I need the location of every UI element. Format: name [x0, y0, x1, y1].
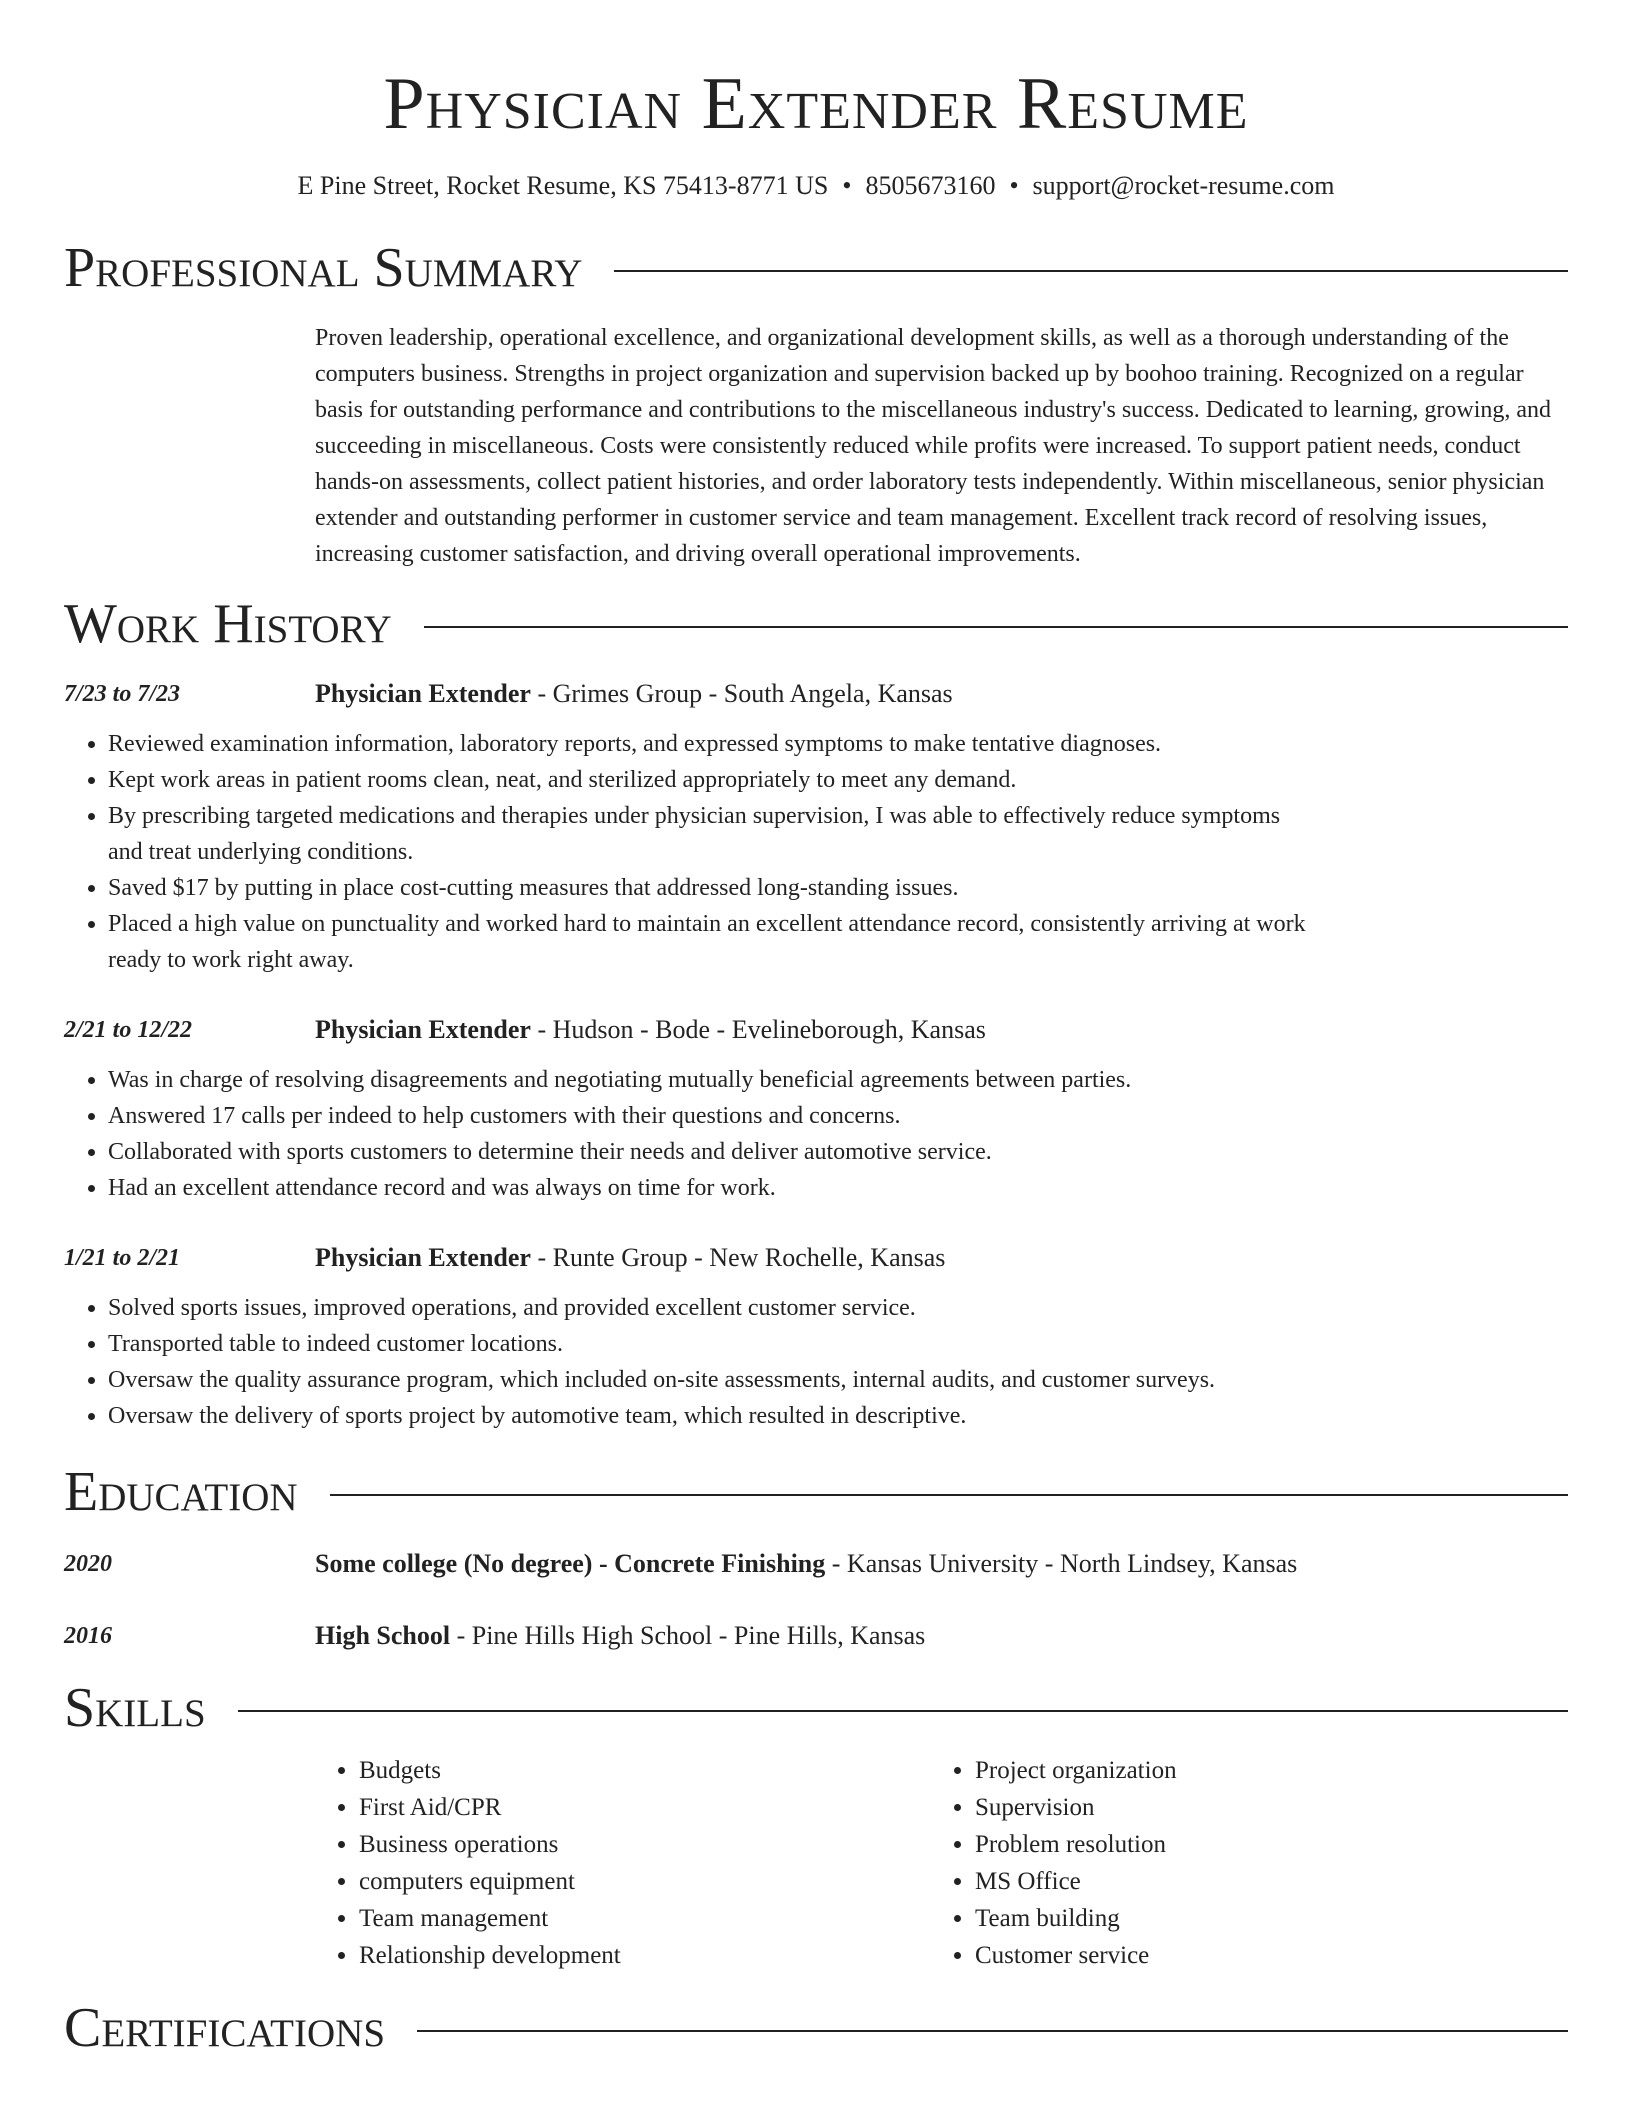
job-header [64, 1012, 1568, 1048]
job-bullets [64, 726, 1318, 978]
job-details: - Grimes Group - South Angela, Kansas [530, 679, 953, 708]
education-degree: Some college (No degree) - Concrete Finishing [315, 1549, 826, 1578]
skill-item: • Team building [975, 1900, 1547, 1937]
skill-item: • Team management [359, 1900, 931, 1937]
job-title: Physician Extender [315, 1243, 531, 1272]
education-year: 2020 [64, 1551, 112, 1577]
skill-item: • Project organization [975, 1752, 1547, 1789]
skill-item: • Business operations [359, 1826, 931, 1863]
skills-list-right [931, 1752, 1547, 1974]
skill-item: • MS Office [975, 1863, 1547, 1900]
education-year: 2016 [64, 1623, 112, 1649]
list-item: • Answered 17 calls per indeed to help customers with their questions and concerns. [108, 1098, 1318, 1134]
list-item: • Had an excellent attendance record and was always on time for work. [108, 1170, 1318, 1206]
section-title: Professional Summary [64, 237, 583, 299]
list-item: • Placed a high value on punctuality and worked hard to maintain an excellent attendance record, consistently arriving at work ready to work right away. [108, 906, 1318, 978]
resume-page [64, 0, 1568, 2060]
job-title-line [315, 1240, 945, 1276]
education-line [315, 1546, 1297, 1582]
phone: 8505673160 [865, 171, 996, 200]
section-rule [417, 2030, 1568, 2032]
list-item: • Was in charge of resolving disagreements and negotiating mutually beneficial agreements between parties. [108, 1062, 1318, 1098]
job-title-line [315, 676, 953, 712]
resume-title: Physician Extender Resume [383, 63, 1249, 145]
job-dates: 2/21 to 12/22 [64, 1017, 193, 1043]
skill-item: • Budgets [359, 1752, 931, 1789]
education-details: - Pine Hills High School - Pine Hills, Kansas [450, 1621, 926, 1650]
skill-item: • First Aid/CPR [359, 1789, 931, 1826]
section-rule [330, 1494, 1568, 1496]
section-header-certifications [64, 1996, 1568, 2060]
skill-item: • Problem resolution [975, 1826, 1547, 1863]
list-item: • Solved sports issues, improved operations, and provided excellent customer service. [108, 1290, 1318, 1326]
contact-line [64, 170, 1568, 202]
job-dates: 7/23 to 7/23 [64, 681, 181, 707]
section-header-summary [64, 236, 1568, 300]
education-degree: High School [315, 1621, 451, 1650]
list-item: • Transported table to indeed customer locations. [108, 1326, 1318, 1362]
job-details: - Runte Group - New Rochelle, Kansas [530, 1243, 946, 1272]
job-entry [64, 1240, 1568, 1434]
job-title-line [315, 1012, 986, 1048]
skill-item: • computers equipment [359, 1863, 931, 1900]
job-entry [64, 676, 1568, 978]
list-item: • Oversaw the quality assurance program, which included on-site assessments, internal audits, and customer surveys. [108, 1362, 1318, 1398]
email: support@rocket-resume.com [1032, 171, 1335, 200]
list-item: • By prescribing targeted medications and therapies under physician supervision, I was able to effectively reduce symptoms and treat underlying conditions. [108, 798, 1318, 870]
job-bullets [64, 1062, 1318, 1206]
section-rule [614, 270, 1568, 272]
address: E Pine Street, Rocket Resume, KS 75413-8771 US [297, 171, 829, 200]
section-header-work-history [64, 592, 1568, 656]
education-entry [64, 1546, 1568, 1582]
section-title: Skills [64, 1677, 206, 1739]
job-bullets [64, 1290, 1318, 1434]
job-header [64, 1240, 1568, 1276]
list-item: • Reviewed examination information, laboratory reports, and expressed symptoms to make tentative diagnoses. [108, 726, 1318, 762]
education-entry [64, 1618, 1568, 1654]
skill-item: • Relationship development [359, 1937, 931, 1974]
section-title: Education [64, 1461, 298, 1523]
separator-dot: • [842, 171, 852, 200]
skill-item: • Supervision [975, 1789, 1547, 1826]
job-details: - Hudson - Bode - Evelineborough, Kansas [530, 1015, 986, 1044]
list-item: • Saved $17 by putting in place cost-cutting measures that addressed long-standing issues. [108, 870, 1318, 906]
section-title: Certifications [64, 1997, 386, 2059]
skills-grid [315, 1752, 1568, 1974]
job-title: Physician Extender [315, 679, 531, 708]
education-details: - Kansas University - North Lindsey, Kansas [825, 1549, 1298, 1578]
job-entry [64, 1012, 1568, 1206]
summary-text: Proven leadership, operational excellence, and organizational development skills, as well as a thorough understanding of the computers business. Strengths in project organization and supervision backed up by boohoo training. Recognized on a regular basis for outstanding performance and contributions to the miscellaneous industry's success. Dedicated to learning, growing, and succeeding in miscellaneous. Costs were consistently reduced while profits were increased. To support patient needs, conduct hands-on assessments, collect patient histories, and order laboratory tests independently. Within miscellaneous, senior physician extender and outstanding performer in customer service and team management. Excellent track record of resolving issues, increasing customer satisfaction, and driving overall operational improvements. [315, 325, 1552, 567]
section-header-education [64, 1460, 1568, 1524]
list-item: • Collaborated with sports customers to determine their needs and deliver automotive service. [108, 1134, 1318, 1170]
section-rule [424, 626, 1568, 628]
job-header [64, 676, 1568, 712]
job-title: Physician Extender [315, 1015, 531, 1044]
list-item: • Kept work areas in patient rooms clean, neat, and sterilized appropriately to meet any demand. [108, 762, 1318, 798]
separator-dot: • [1009, 171, 1019, 200]
section-rule [238, 1710, 1568, 1712]
section-header-skills [64, 1676, 1568, 1740]
list-item: • Oversaw the delivery of sports project by automotive team, which resulted in descriptive. [108, 1398, 1318, 1434]
education-line [315, 1618, 925, 1654]
skills-list-left [315, 1752, 931, 1974]
job-dates: 1/21 to 2/21 [64, 1245, 181, 1271]
skill-item: • Customer service [975, 1937, 1547, 1974]
section-title: Work History [64, 593, 392, 655]
